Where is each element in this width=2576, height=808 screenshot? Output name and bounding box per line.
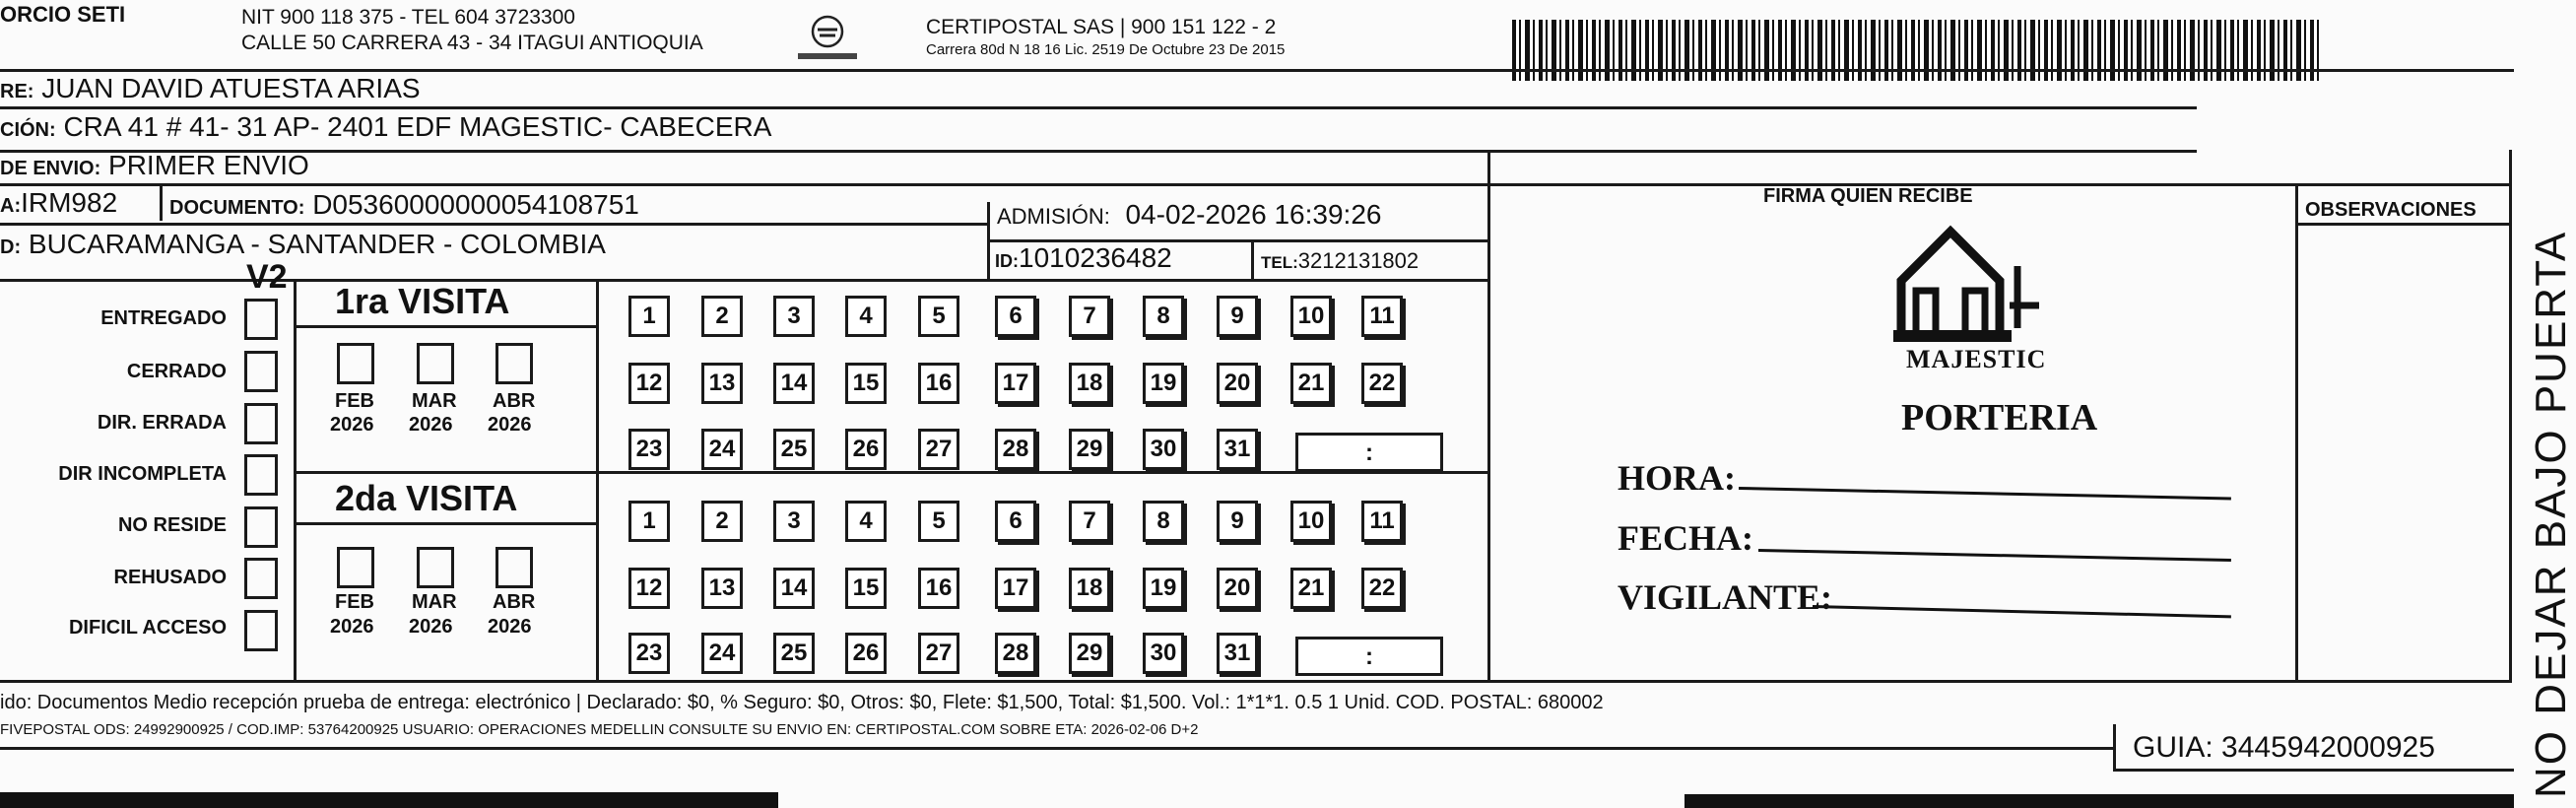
visit2-day-box[interactable]: 16 [918,568,959,609]
visit2-day-box[interactable]: 7 [1069,501,1110,542]
visit2-year-feb: 2026 [330,616,374,638]
visit1-abr-checkbox[interactable] [495,343,533,384]
visit1-day-box[interactable]: 27 [918,429,959,470]
visit1-day-box[interactable]: 5 [918,296,959,337]
checkbox-dir-incompleta[interactable] [244,454,278,496]
vigilante-label: VIGILANTE: [1618,577,1833,617]
visit2-day-box[interactable]: 6 [995,501,1036,542]
fecha-label: FECHA: [1618,518,1753,558]
hora-line[interactable] [1739,487,2231,500]
visit1-year-mar: 2026 [409,414,453,436]
visit2-year-mar: 2026 [409,616,453,638]
recipient-tel: 3212131802 [1297,248,1420,273]
visit2-day-box[interactable]: 29 [1069,633,1110,674]
visit2-day-box[interactable]: 24 [701,633,743,674]
visit1-day-box[interactable]: 4 [845,296,887,337]
visit1-day-box[interactable]: 25 [773,429,815,470]
visit2-day-box[interactable]: 8 [1143,501,1184,542]
status-dir-errada: DIR. ERRADA [97,412,227,434]
company-name: ORCIO SETI [0,2,126,27]
visit1-day-box[interactable]: 2 [701,296,743,337]
visit1-mar-checkbox[interactable] [417,343,454,384]
visit2-mar-checkbox[interactable] [417,547,454,588]
address-line: CALLE 50 CARRERA 43 - 34 ITAGUI ANTIOQUIA [241,32,703,54]
carrier-line: CERTIPOSTAL SAS | 900 151 122 - 2 [926,16,1277,38]
send-label: DE ENVIO: [0,158,101,179]
bottom-edge-bar-right [1684,794,2514,808]
visit1-day-box[interactable]: 19 [1143,363,1184,404]
visit1-day-box[interactable]: 21 [1290,363,1332,404]
address-label: CIÓN: [0,119,56,141]
visit2-day-box[interactable]: 28 [995,633,1036,674]
visit2-time-box[interactable]: : [1295,637,1443,676]
visit2-day-box[interactable]: 27 [918,633,959,674]
visit2-day-box[interactable]: 10 [1290,501,1332,542]
status-dificil-acceso: DIFICIL ACCESO [68,617,227,639]
visit2-day-box[interactable]: 13 [701,568,743,609]
visit2-year-abr: 2026 [488,616,532,638]
visit2-title: 2da VISITA [335,478,518,518]
visit1-day-box[interactable]: 16 [918,363,959,404]
side-note: NO DEJAR BAJO PUERTA [2527,230,2575,798]
visit2-day-box[interactable]: 15 [845,568,887,609]
nit-line: NIT 900 118 375 - TEL 604 3723300 [241,6,575,29]
recipient-name: JUAN DAVID ATUESTA ARIAS [41,73,421,103]
visit1-month-mar: MAR [412,390,457,412]
visit1-day-box[interactable]: 14 [773,363,815,404]
visit1-day-box[interactable]: 3 [773,296,815,337]
visit1-day-box[interactable]: 26 [845,429,887,470]
visit1-day-box[interactable]: 12 [628,363,670,404]
vigilante-line[interactable] [1813,605,2231,618]
visit1-day-box[interactable]: 22 [1361,363,1403,404]
fecha-line[interactable] [1758,549,2231,562]
visit2-month-feb: FEB [335,591,374,613]
checkbox-cerrado[interactable] [244,351,278,392]
visit1-day-box[interactable]: 7 [1069,296,1110,337]
visit2-abr-checkbox[interactable] [495,547,533,588]
visit2-day-box[interactable]: 17 [995,568,1036,609]
ref-label: A: [0,195,22,217]
id-label: ID: [995,251,1019,271]
checkbox-entregado[interactable] [244,299,278,340]
visit2-day-box[interactable]: 22 [1361,568,1403,609]
admission-date: 04-02-2026 16:39:26 [1125,199,1382,230]
visit2-day-box[interactable]: 26 [845,633,887,674]
visit1-year-abr: 2026 [488,414,532,436]
recipient-address: CRA 41 # 41- 31 AP- 2401 EDF MAGESTIC- CABECERA [63,111,772,142]
city-label: D: [0,236,22,258]
carrier-address: Carrera 80d N 18 16 Lic. 2519 De Octubre 23 De 2015 [926,41,1286,58]
document-number: D05360000000054108751 [312,189,639,220]
visit2-day-box[interactable]: 31 [1217,633,1258,674]
visit2-day-box[interactable]: 23 [628,633,670,674]
recipient-id: 1010236482 [1019,242,1172,273]
bottom-edge-bar [0,792,778,808]
visit1-feb-checkbox[interactable] [337,343,374,384]
visit2-day-box[interactable]: 14 [773,568,815,609]
visit1-day-box[interactable]: 13 [701,363,743,404]
status-rehusado: REHUSADO [113,567,227,588]
v2-label: V2 [246,258,288,296]
certipostal-logo-icon [788,14,867,63]
visit1-time-box[interactable]: : [1295,433,1443,472]
observations-label: OBSERVACIONES [2305,199,2477,221]
visit2-feb-checkbox[interactable] [337,547,374,588]
name-label: RE: [0,81,34,102]
send-type: PRIMER ENVIO [108,150,309,180]
visit2-day-box[interactable]: 21 [1290,568,1332,609]
status-cerrado: CERRADO [126,361,227,382]
visit2-day-box[interactable]: 18 [1069,568,1110,609]
visit1-day-box[interactable]: 15 [845,363,887,404]
footer-tracking: FIVEPOSTAL ODS: 24992900925 / COD.IMP: 53764200925 USUARIO: OPERACIONES MEDELLIN CONSULTE SU ENVIO EN: CERTIPOSTAL.COM SOBRE ETA: 2026-02-06 D+2 [0,721,1199,738]
visit1-day-box[interactable]: 23 [628,429,670,470]
visit1-day-box[interactable]: 10 [1290,296,1332,337]
visit1-day-box[interactable]: 30 [1143,429,1184,470]
visit1-year-feb: 2026 [330,414,374,436]
checkbox-dir-errada[interactable] [244,403,278,444]
doc-label: DOCUMENTO: [169,197,305,219]
visit1-month-feb: FEB [335,390,374,412]
visit1-day-box[interactable]: 29 [1069,429,1110,470]
visit2-day-box[interactable]: 9 [1217,501,1258,542]
hora-label: HORA: [1618,458,1736,498]
visit1-day-box[interactable]: 17 [995,363,1036,404]
visit1-title: 1ra VISITA [335,281,510,321]
checkbox-dificil-acceso[interactable] [244,610,278,651]
visit1-day-box[interactable]: 18 [1069,363,1110,404]
visit1-day-box[interactable]: 9 [1217,296,1258,337]
tel-label: TEL: [1261,253,1298,272]
visit2-day-box[interactable]: 19 [1143,568,1184,609]
visit2-day-box[interactable]: 30 [1143,633,1184,674]
status-dir-incompleta: DIR INCOMPLETA [58,463,227,485]
visit1-day-box[interactable]: 1 [628,296,670,337]
visit2-day-box[interactable]: 1 [628,501,670,542]
visit1-day-box[interactable]: 6 [995,296,1036,337]
footer-details: ido: Documentos Medio recepción prueba de entrega: electrónico | Declarado: $0, % Seguro: $0, Otros: $0, Flete: $1,500, Total: $1,500. Vol.: 1*1*1. 0.5 1 Unid. COD. POSTAL: 680002 [0,692,1604,713]
status-entregado: ENTREGADO [100,307,227,329]
visit1-month-abr: ABR [493,390,536,412]
checkbox-no-reside[interactable] [244,506,278,548]
visit2-day-box[interactable]: 25 [773,633,815,674]
visit2-day-box[interactable]: 20 [1217,568,1258,609]
visit2-day-box[interactable]: 11 [1361,501,1403,542]
visit1-day-box[interactable]: 11 [1361,296,1403,337]
stamp-name: MAJESTIC [1906,345,2047,373]
visit2-day-box[interactable]: 5 [918,501,959,542]
destination-city: BUCARAMANGA - SANTANDER - COLOMBIA [28,229,606,259]
building-stamp-icon [1842,212,2069,419]
guia-number: GUIA: 3445942000925 [2133,731,2435,764]
visit2-day-box[interactable]: 2 [701,501,743,542]
visit1-day-box[interactable]: 24 [701,429,743,470]
reference-code: IRM982 [21,187,118,218]
visit2-day-box[interactable]: 12 [628,568,670,609]
checkbox-rehusado[interactable] [244,558,278,599]
stamp-porteria: PORTERIA [1901,397,2098,438]
visit2-day-box[interactable]: 3 [773,501,815,542]
visit2-month-mar: MAR [412,591,457,613]
visit1-day-box[interactable]: 28 [995,429,1036,470]
signature-label: FIRMA QUIEN RECIBE [1763,185,1973,207]
visit2-day-box[interactable]: 4 [845,501,887,542]
admission-label: ADMISIÓN: [997,204,1110,229]
visit1-day-box[interactable]: 31 [1217,429,1258,470]
visit1-day-box[interactable]: 20 [1217,363,1258,404]
visit1-day-box[interactable]: 8 [1143,296,1184,337]
visit2-month-abr: ABR [493,591,536,613]
status-no-reside: NO RESIDE [117,514,227,536]
